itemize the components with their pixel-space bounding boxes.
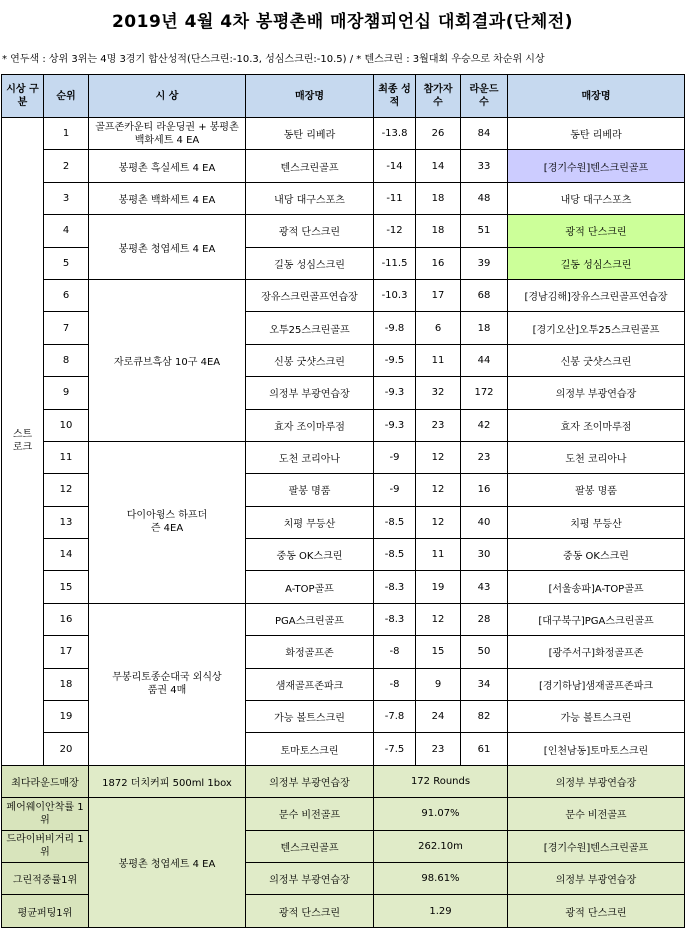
score-cell: -7.8 xyxy=(374,701,416,733)
rank-cell: 2 xyxy=(44,150,89,182)
score-cell: -8.5 xyxy=(374,506,416,538)
special-store2: 광적 단스크린 xyxy=(508,895,685,927)
rank-cell: 15 xyxy=(44,571,89,603)
store2-cell: [서울송파]A-TOP골프 xyxy=(508,571,685,603)
special-shared-prize: 봉평촌 청엽세트 4 EA xyxy=(89,798,246,928)
rank-cell: 3 xyxy=(44,182,89,214)
participants-cell: 14 xyxy=(416,150,461,182)
participants-cell: 12 xyxy=(416,474,461,506)
special-store: 의정부 부광연습장 xyxy=(246,862,374,894)
header-participants: 참가자 수 xyxy=(416,75,461,118)
rounds-cell: 48 xyxy=(461,182,508,214)
participants-cell: 18 xyxy=(416,182,461,214)
store-cell: 장유스크린골프연습장 xyxy=(246,279,374,311)
store-cell: 의정부 부광연습장 xyxy=(246,377,374,409)
page-title: 2019년 4월 4차 봉평촌배 매장챔피언십 대회결과(단체전) xyxy=(111,12,574,32)
table-row xyxy=(2,441,685,473)
rank-cell: 20 xyxy=(44,733,89,765)
store2-cell: 치평 무등산 xyxy=(508,506,685,538)
prize-cell xyxy=(89,441,246,603)
prize-cell: 봉평촌 청엽세트 4 EA xyxy=(89,215,246,280)
participants-cell: 16 xyxy=(416,247,461,279)
rank-cell: 18 xyxy=(44,668,89,700)
score-cell: -9 xyxy=(374,474,416,506)
store-cell: PGA스크린골프 xyxy=(246,603,374,635)
participants-cell: 12 xyxy=(416,506,461,538)
rounds-cell: 18 xyxy=(461,312,508,344)
score-cell: -7.5 xyxy=(374,733,416,765)
participants-cell: 11 xyxy=(416,539,461,571)
rounds-cell: 30 xyxy=(461,539,508,571)
rank-cell: 17 xyxy=(44,636,89,668)
special-store2: 문수 비전골프 xyxy=(508,798,685,830)
rounds-cell: 84 xyxy=(461,118,508,150)
store2-cell: 팔봉 명품 xyxy=(508,474,685,506)
participants-cell: 19 xyxy=(416,571,461,603)
header-store2: 매장명 xyxy=(508,75,685,118)
special-value: 91.07% xyxy=(374,798,508,830)
category-label: 스트로크 xyxy=(12,429,33,454)
store2-cell: 가능 볼트스크린 xyxy=(508,701,685,733)
table-row xyxy=(2,118,685,150)
rounds-cell: 34 xyxy=(461,668,508,700)
rank-cell: 11 xyxy=(44,441,89,473)
store-cell: 토마토스크린 xyxy=(246,733,374,765)
store2-cell: [경남김해]장유스크린골프연습장 xyxy=(508,279,685,311)
results-table xyxy=(1,74,685,928)
store-cell: 신봉 굿샷스크린 xyxy=(246,344,374,376)
score-cell: -10.3 xyxy=(374,279,416,311)
store2-cell: 효자 조이마루점 xyxy=(508,409,685,441)
score-cell: -9.8 xyxy=(374,312,416,344)
prize-label: 무봉리토종순대국 외식상품권 4매 xyxy=(112,672,222,697)
special-label: 평균퍼팅1위 xyxy=(2,895,89,927)
store2-cell: [경기하남]샘재골프존파크 xyxy=(508,668,685,700)
rank-cell: 13 xyxy=(44,506,89,538)
special-store: 텐스크린골프 xyxy=(246,830,374,862)
store-cell: 치평 무등산 xyxy=(246,506,374,538)
store2-cell: 광적 단스크린 xyxy=(508,215,685,247)
rank-cell: 19 xyxy=(44,701,89,733)
participants-cell: 32 xyxy=(416,377,461,409)
special-value: 98.61% xyxy=(374,862,508,894)
special-value: 1.29 xyxy=(374,895,508,927)
rounds-cell: 42 xyxy=(461,409,508,441)
special-row xyxy=(2,798,685,830)
prize-label: 다이아윙스 하프더즌 4EA xyxy=(126,510,208,535)
score-cell: -9.5 xyxy=(374,344,416,376)
table-row xyxy=(2,603,685,635)
store-cell: 화정골프존 xyxy=(246,636,374,668)
header-rounds: 라운드 수 xyxy=(461,75,508,118)
participants-cell: 9 xyxy=(416,668,461,700)
rank-cell: 5 xyxy=(44,247,89,279)
prize-cell xyxy=(89,603,246,765)
store2-cell: 의정부 부광연습장 xyxy=(508,377,685,409)
table-row xyxy=(2,182,685,214)
special-prize: 1872 더치커피 500ml 1box xyxy=(89,765,246,797)
rank-cell: 9 xyxy=(44,377,89,409)
rounds-cell: 172 xyxy=(461,377,508,409)
rank-cell: 16 xyxy=(44,603,89,635)
table-row xyxy=(2,150,685,182)
store2-cell: [인천남동]토마토스크린 xyxy=(508,733,685,765)
score-cell: -12 xyxy=(374,215,416,247)
header-row xyxy=(2,75,685,118)
participants-cell: 26 xyxy=(416,118,461,150)
score-cell: -8.3 xyxy=(374,603,416,635)
store-cell: 효자 조이마루점 xyxy=(246,409,374,441)
store-cell: 가능 볼트스크린 xyxy=(246,701,374,733)
rounds-cell: 61 xyxy=(461,733,508,765)
special-store2: [경기수원]텐스크린골프 xyxy=(508,830,685,862)
participants-cell: 11 xyxy=(416,344,461,376)
participants-cell: 24 xyxy=(416,701,461,733)
header-prize: 시 상 xyxy=(89,75,246,118)
header-score: 최종 성적 xyxy=(374,75,416,118)
score-cell: -8.3 xyxy=(374,571,416,603)
store-cell: 텐스크린골프 xyxy=(246,150,374,182)
score-cell: -9.3 xyxy=(374,377,416,409)
rank-cell: 6 xyxy=(44,279,89,311)
participants-cell: 6 xyxy=(416,312,461,344)
store2-cell: [경기수원]텐스크린골프 xyxy=(508,150,685,182)
participants-cell: 12 xyxy=(416,603,461,635)
store-cell: 길동 성심스크린 xyxy=(246,247,374,279)
participants-cell: 23 xyxy=(416,733,461,765)
rounds-cell: 51 xyxy=(461,215,508,247)
special-label: 드라이버비거리 1위 xyxy=(2,830,89,862)
score-cell: -8 xyxy=(374,668,416,700)
score-cell: -9 xyxy=(374,441,416,473)
score-cell: -8 xyxy=(374,636,416,668)
participants-cell: 12 xyxy=(416,441,461,473)
special-store: 광적 단스크린 xyxy=(246,895,374,927)
participants-cell: 15 xyxy=(416,636,461,668)
table-row xyxy=(2,279,685,311)
rounds-cell: 50 xyxy=(461,636,508,668)
header-category: 시상 구분 xyxy=(2,75,44,118)
store2-cell: [경기오산]오투25스크린골프 xyxy=(508,312,685,344)
score-cell: -8.5 xyxy=(374,539,416,571)
participants-cell: 18 xyxy=(416,215,461,247)
prize-cell: 봉평촌 흑실세트 4 EA xyxy=(89,150,246,182)
store2-cell: 길동 성심스크린 xyxy=(508,247,685,279)
store2-cell: [광주서구]화정골프존 xyxy=(508,636,685,668)
header-store: 매장명 xyxy=(246,75,374,118)
special-store2: 의정부 부광연습장 xyxy=(508,765,685,797)
rank-cell: 7 xyxy=(44,312,89,344)
store-cell: A-TOP골프 xyxy=(246,571,374,603)
rounds-cell: 28 xyxy=(461,603,508,635)
prize-cell: 봉평촌 백화세트 4 EA xyxy=(89,182,246,214)
rank-cell: 12 xyxy=(44,474,89,506)
legend-note: * 연두색 : 상위 3위는 4명 3경기 합산성적(단스크린:-10.3, 성심스크린:-10.5) / * 텐스크린 : 3월대회 우승으로 차순위 시상 xyxy=(2,54,545,65)
rank-cell: 4 xyxy=(44,215,89,247)
store-cell: 팔봉 명품 xyxy=(246,474,374,506)
store-cell: 샘재골프존파크 xyxy=(246,668,374,700)
special-label: 그린적중률1위 xyxy=(2,862,89,894)
rank-cell: 10 xyxy=(44,409,89,441)
special-store2: 의정부 부광연습장 xyxy=(508,862,685,894)
rank-cell: 14 xyxy=(44,539,89,571)
special-value: 172 Rounds xyxy=(374,765,508,797)
store2-cell: 도천 코리아나 xyxy=(508,441,685,473)
rounds-cell: 40 xyxy=(461,506,508,538)
rounds-cell: 16 xyxy=(461,474,508,506)
store2-cell: 동탄 리베라 xyxy=(508,118,685,150)
category-cell xyxy=(2,118,44,766)
score-cell: -11.5 xyxy=(374,247,416,279)
rounds-cell: 43 xyxy=(461,571,508,603)
prize-cell: 자로큐브흑삼 10구 4EA xyxy=(89,279,246,441)
store-cell: 오투25스크린골프 xyxy=(246,312,374,344)
score-cell: -11 xyxy=(374,182,416,214)
score-cell: -14 xyxy=(374,150,416,182)
special-row-most-rounds xyxy=(2,765,685,797)
store2-cell: [대구북구]PGA스크린골프 xyxy=(508,603,685,635)
rank-cell: 1 xyxy=(44,118,89,150)
rounds-cell: 23 xyxy=(461,441,508,473)
special-value: 262.10m xyxy=(374,830,508,862)
participants-cell: 23 xyxy=(416,409,461,441)
special-label: 페어웨이안착률 1위 xyxy=(2,798,89,830)
participants-cell: 17 xyxy=(416,279,461,311)
rounds-cell: 33 xyxy=(461,150,508,182)
store-cell: 도천 코리아나 xyxy=(246,441,374,473)
rounds-cell: 68 xyxy=(461,279,508,311)
rounds-cell: 82 xyxy=(461,701,508,733)
rounds-cell: 39 xyxy=(461,247,508,279)
store2-cell: 내당 대구스포츠 xyxy=(508,182,685,214)
special-store: 의정부 부광연습장 xyxy=(246,765,374,797)
table-row xyxy=(2,215,685,247)
score-cell: -9.3 xyxy=(374,409,416,441)
rank-cell: 8 xyxy=(44,344,89,376)
special-store: 문수 비전골프 xyxy=(246,798,374,830)
store-cell: 동탄 리베라 xyxy=(246,118,374,150)
header-rank: 순위 xyxy=(44,75,89,118)
prize-cell: 골프존카운티 라운딩권 + 봉평촌 백화세트 4 EA xyxy=(89,118,246,150)
store-cell: 광적 단스크린 xyxy=(246,215,374,247)
rounds-cell: 44 xyxy=(461,344,508,376)
store2-cell: 중동 OK스크린 xyxy=(508,539,685,571)
store-cell: 중동 OK스크린 xyxy=(246,539,374,571)
store-cell: 내당 대구스포츠 xyxy=(246,182,374,214)
score-cell: -13.8 xyxy=(374,118,416,150)
store2-cell: 신봉 굿샷스크린 xyxy=(508,344,685,376)
special-label: 최다라운드매장 xyxy=(2,765,89,797)
